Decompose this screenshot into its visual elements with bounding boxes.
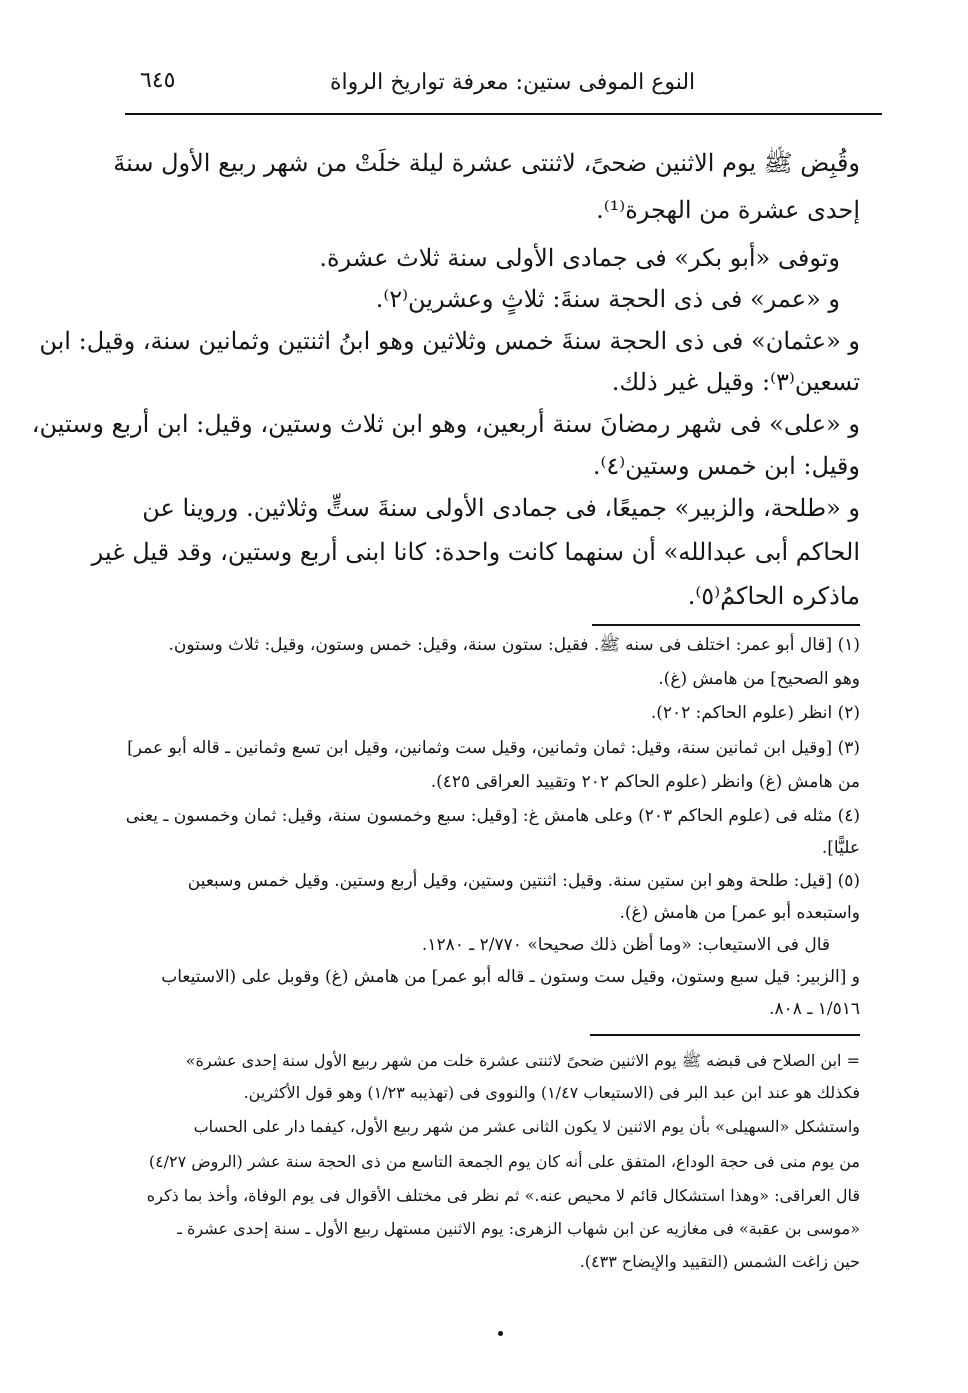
note-line: واستشكل «السهيلى» بأن يوم الاثنين لا يكون الثانى عشر من شهر ربيع الأول، كيفما دار على الحساب: [193, 1117, 860, 1136]
footnote-line: وهو الصحيح] من هامش (غ).: [658, 669, 860, 689]
main-text-line: و «طلحة، والزبير» جميعًا، فى جمادى الأولى سنةَ ستٍّ وثلاثين. وروينا عن: [142, 494, 860, 522]
main-text-line: و «على» فى شهر رمضانَ سنة أربعين، وهو ابن ثلاث وستين، وقيل: ابن أربع وستين،: [31, 410, 860, 438]
main-text-line: و «عثمان» فى ذى الحجة سنةَ خمس وثلاثين وهو ابنُ اثنتين وثمانين سنة، وقيل: ابن: [39, 327, 860, 355]
header-rule: [125, 113, 882, 115]
main-text-line: الحاكم أبى عبدالله» أن سنهما كانت واحدة: كانا ابنى أربع وستين، وقد قيل غير: [91, 538, 860, 566]
footnote-line: (١) [قال أبو عمر: اختلف فى سنه ﷺ. فقيل: ستون سنة، وقيل: خمس وستون، وقيل: ثلاث وستون.: [168, 635, 860, 655]
footnote-line: (٥) [قيل: طلحة وهو ابن ستين سنة. وقيل: اثنتين وستين، وقيل أربع وستين. وقيل خمس وسبعين: [187, 871, 860, 891]
main-text-line: ماذكره الحاكمُ⁽٥⁾.: [687, 582, 860, 610]
footnote-line: من هامش (غ) وانظر (علوم الحاكم ٢٠٢ وتقييد العراقى ٤٢٥).: [430, 772, 860, 792]
note-line: قال العراقى: «وهذا استشكال قائم لا محيص عنه.» ثم نظر فى مختلف الأقوال فى يوم الوفاة، وأخذ بما ذكره: [146, 1186, 860, 1205]
notes-separator: [590, 1034, 860, 1036]
note-line: حين زاغت الشمس (التقييد والإيضاح ٤٣٣).: [579, 1252, 860, 1271]
footnote-line: واستبعده أبو عمر] من هامش (غ).: [619, 903, 860, 923]
main-text-line: وتوفى «أبو بكر» فى جمادى الأولى سنة ثلاث عشرة.: [319, 244, 840, 272]
main-text-line: إحدى عشرة من الهجرة⁽¹⁾.: [596, 196, 860, 224]
page-mark-dot: [498, 1331, 503, 1336]
note-line: «موسى بن عقبة» فى مغازيه عن ابن شهاب الزهرى: يوم الاثنين مستهل ربيع الأول ـ سنة إحدى عشرة ـ: [177, 1219, 860, 1238]
main-text-line: وقُبِض ﷺ يوم الاثنين ضحىً، لاثنتى عشرة ليلة خلَتْ من شهر ربيع الأول سنةَ: [113, 149, 860, 177]
footnote-separator: [592, 624, 860, 626]
page-number: ٦٤٥: [140, 68, 176, 93]
note-line: = ابن الصلاح فى قبضه ﷺ يوم الاثنين ضحىً لاثنتى عشرة خلت من شهر ربيع الأول سنة إحدى عشرة»: [185, 1051, 860, 1070]
footnote-line: (٣) [وقيل ابن ثمانين سنة، وقيل: ثمان وثمانين، وقيل ست وثمانين، وقيل ابن تسع وثمانين ـ قاله أبو عمر]: [127, 738, 860, 758]
footnote-line: (٤) مثله فى (علوم الحاكم ٢٠٣) وعلى هامش غ: [وقيل: سبع وخمسون سنة، وقيل: ثمان وخمسون ـ يعنى: [125, 806, 860, 826]
running-header-title: النوع الموفى ستين: معرفة تواريخ الرواة: [330, 70, 696, 95]
main-text-line: تسعين⁽٣⁾: وقيل غير ذلك.: [611, 368, 860, 396]
footnote-line: (٢) انظر (علوم الحاكم: ٢٠٢).: [650, 703, 860, 723]
footnote-line: و [الزبير: قيل سبع وستون، وقيل ست وستون ـ قاله أبو عمر] من هامش (غ) وقوبل على (الاستيعاب: [161, 967, 860, 987]
note-line: من يوم منى فى حجة الوداع، المتفق على أنه كان يوم الجمعة التاسع من ذى الحجة سنة عشر (الروض ٤/٢٧): [148, 1152, 860, 1171]
note-line: فكذلك هو عند ابن عبد البر فى (الاستيعاب ١/٤٧) والنووى فى (تهذيبه ١/٢٣) وهو قول الأكثرين.: [243, 1083, 860, 1102]
footnote-line: قال فى الاستيعاب: «وما أظن ذلك صحيحا» ٢/٧٧٠ ـ ١٢٨٠.: [421, 935, 830, 955]
main-text-line: وقيل: ابن خمس وستين⁽٤⁾.: [592, 452, 860, 480]
main-text-line: و «عمر» فى ذى الحجة سنةَ: ثلاثٍ وعشرين⁽٢⁾.: [375, 285, 840, 313]
footnote-line: ١/٥١٦ ـ ٨٠٨.: [769, 999, 860, 1019]
footnote-line: عليًّا].: [821, 838, 860, 858]
